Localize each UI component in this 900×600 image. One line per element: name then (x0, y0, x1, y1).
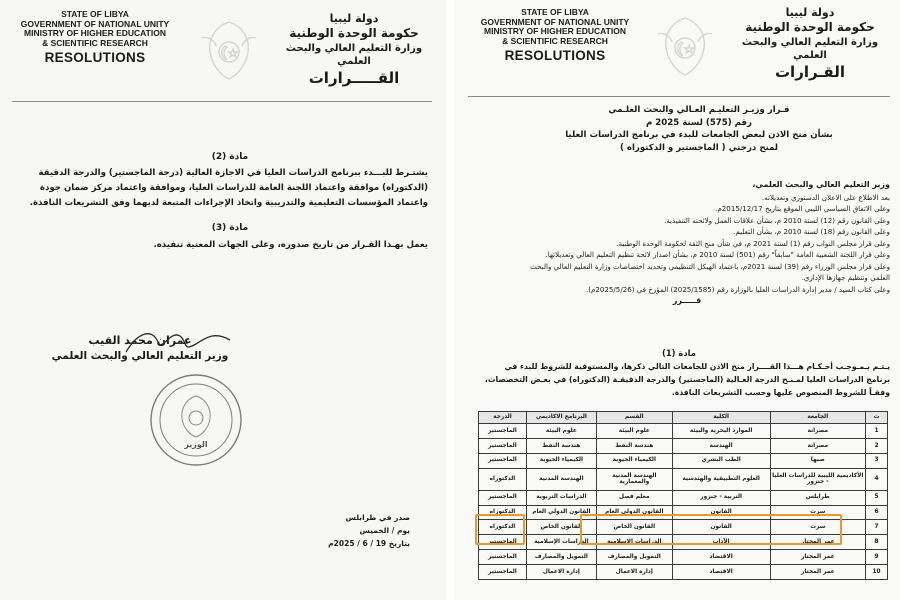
table-cell: 1 (866, 424, 888, 439)
table-cell: مصراتة (770, 424, 866, 439)
column-header: الكلية (672, 412, 770, 424)
letterhead-ar-line: حكومة الوحدة الوطنية (745, 20, 875, 35)
letterhead-en-line: & SCIENTIFIC RESEARCH (502, 35, 608, 46)
official-stamp (148, 372, 244, 468)
letterhead-en-resolutions: RESOLUTIONS (504, 48, 606, 64)
letterhead-ar-resolutions: القـرارات (774, 62, 846, 81)
universities-table (478, 411, 888, 580)
table-cell: علوم البيئة (526, 424, 596, 439)
letterhead-en-line: & SCIENTIFIC RESEARCH (42, 37, 148, 48)
signatory-name: عمران محمد القيب (88, 334, 192, 347)
table-cell: الماجستير (479, 424, 527, 439)
basis-item: وعلى قرار مجلس النواب رقم (1) لسنة 2021 م، في شأن منح الثقة لحكومة الوحدة الوطنية. (616, 238, 890, 248)
table-cell: سرت (770, 520, 866, 535)
table-cell: الدراسات الإسلامية (596, 535, 672, 550)
signatory-title: وزير التعليم العالي والبحث العلمي (51, 350, 229, 362)
table-cell: القانون (672, 520, 770, 535)
table-cell: صبها (770, 453, 866, 468)
table-cell: القانون الخاص (526, 520, 596, 535)
column-header: القسم (596, 412, 672, 424)
table-cell: 6 (866, 505, 888, 520)
table-cell: هندسة النفط (596, 438, 672, 453)
table-row (479, 438, 888, 453)
letterhead-ar-line: دولة ليبيا (785, 6, 835, 19)
table-cell: الكيمياء الحيوية (596, 453, 672, 468)
table-cell: الماجستير (479, 453, 527, 468)
table-cell: 3 (866, 453, 888, 468)
table-cell: العلوم التطبيقية والهندسية (672, 468, 770, 490)
letterhead-en-resolutions: RESOLUTIONS (44, 50, 146, 66)
letterhead-ar-line: وزارة التعليم العالي والبحث العلمي (285, 42, 423, 67)
basis-item: وعلى كتاب السيد / مدير إدارة الدراسات العليا بالوزارة رقم (2025/1585) المؤرخ في (2025/5/26م). (585, 284, 890, 294)
basis-item: وعلى القانون رقم (18) لسنة 2010 م، بشأن التعليم. (733, 227, 890, 237)
table-cell: الدراسات الإسلامية (526, 535, 596, 550)
minister-heading: وزير التعليم العالي والبحث العلمي، (752, 180, 890, 189)
table-cell: الطب البشري (672, 453, 770, 468)
basis-item: وعلى قرار اللجنة الشعبية العامة "سابقاً" رقم (501) لسنة 2010 م، بشأن اصدار لائحة تنظيم التعليم العالي وتعديلاتها. (545, 250, 890, 260)
table-cell: 9 (866, 550, 888, 565)
issue-day: يوم / الخميس (359, 525, 410, 535)
letterhead-arabic (732, 6, 888, 82)
column-header: ت (866, 412, 888, 424)
issue-date: بتاريخ 19 / 6 / 2025م (328, 538, 410, 548)
table-cell: الماجستير (479, 438, 527, 453)
table-row (479, 565, 888, 580)
left-document-page (0, 0, 446, 600)
table-cell: القانون (672, 505, 770, 520)
table-cell: الدكتوراه (479, 468, 527, 490)
column-header: الجامعة (770, 412, 866, 424)
table-cell: علوم البيئة (596, 424, 672, 439)
table-cell: 5 (866, 490, 888, 505)
letterhead-ar-line: وزارة التعليم العالي والبحث العلمي (741, 36, 879, 61)
table-cell: الماجستير (479, 550, 527, 565)
decided-heading: قـــــرر (672, 296, 702, 306)
signature-scribble (118, 322, 238, 362)
table-cell: القانون الخاص (596, 520, 672, 535)
table-cell: الهندسة المدنية (526, 468, 596, 490)
article-3-text: يعمل بهـذا القـرار من تاريخ صدوره، وعلى الجهات المعنية تنفيذه. (153, 240, 428, 250)
table-cell: الماجستير (479, 565, 527, 580)
article-2-title: مادة (2) (211, 152, 249, 162)
table-row (479, 468, 888, 490)
letterhead-arabic (278, 12, 430, 88)
table-cell: معلم فصل (596, 490, 672, 505)
basis-item: وعلى القانون رقم (12) لسنة 2010 م، بشأن علاقات العمل ولائحته التنفيذية. (663, 215, 890, 225)
stamp-seal-icon (148, 372, 244, 468)
table-row (479, 490, 888, 505)
table-cell: الدكتوراه (479, 505, 527, 520)
resolution-title (514, 104, 884, 155)
title-line: بشأن منح الاذن لبعض الجامعات للبدء في برنامج الدراسات العليا (565, 130, 833, 141)
letterhead-en-line: GOVERNMENT OF NATIONAL UNITY (20, 18, 170, 29)
table-cell: عمر المختار (770, 550, 866, 565)
table-cell: مصراتة (770, 438, 866, 453)
resolution-number: رقم (575) لسنة 2025 م (645, 117, 752, 128)
table-cell: 8 (866, 535, 888, 550)
basis-item: بعد الاطلاع على الاعلان الدستوري وتعديلاته. (761, 193, 890, 202)
table-cell: الآداب (672, 535, 770, 550)
header-divider (12, 101, 432, 102)
issue-block (300, 512, 410, 550)
column-header: البرنامج الاكاديمي (526, 412, 596, 424)
table-cell: الاقتصاد (672, 550, 770, 565)
table-row (479, 424, 888, 439)
table-cell: الكيمياء الحيوية (526, 453, 596, 468)
letterhead-en-line: GOVERNMENT OF NATIONAL UNITY (480, 16, 630, 27)
table-cell: الموارد البحرية والبيئة (672, 424, 770, 439)
table-header-row (479, 412, 888, 424)
table-cell: الدراسات التربوية (526, 490, 596, 505)
table-cell: عمر المختار (770, 535, 866, 550)
article-1-title: مادة (1) (662, 348, 696, 358)
table-cell: 2 (866, 438, 888, 453)
table-cell: القانون الدولي العام (526, 505, 596, 520)
table-cell: هندسة النفط (526, 438, 596, 453)
letterhead-en-line: STATE OF LIBYA (521, 7, 589, 17)
table-cell: الهندسة (672, 438, 770, 453)
table-cell: الماجستير (479, 535, 527, 550)
table-cell: التمويل والمصارف (596, 550, 672, 565)
table-cell: إدارة الاعمال (596, 565, 672, 580)
table-row (479, 453, 888, 468)
article-2-text: يشتـرط للبـــدء ببرنامج الدراسات العليا في الاجازة العالية (درجة الماجستير) والدرجة الدقيقة (الدكتوراه) موافقة واعتماد اللجنة العامة للدراسات العليا، وموافقة واعتماد مركز ضمان جودة واعتماد المؤسسات التعليمية والتدريبية واتخاذ الإجراءات المتبعة لديهما وفق التشريعات النافذة. (29, 168, 428, 208)
stamp-text: الوزير (184, 440, 208, 449)
letterhead-english (472, 8, 638, 63)
article-1-text: يـتـم بـمـوجـب أحـكـام هـــذا القــــرار منح الاذن للجامعات التالي ذكرها، والمستوفية للشروط للبدء في برنامج الدراسات العليا لمـنـح الدرجة العـالية (الماجستير) والدرجة الدقيقـة (الدكتوراه) في بعـض التخصصات، وفقـاً للشروط المنصوص عليها وحسب التشريعات النافذة. (484, 362, 890, 397)
table-row (479, 550, 888, 565)
libya-emblem-icon (198, 16, 260, 84)
basis-item: العلمي وتنظيم جهازها الإداري. (801, 273, 890, 283)
title-line: قـرار وزيـر التعليـم العـالي والبحث العلـمي (608, 105, 790, 115)
table-cell: سرت (770, 505, 866, 520)
title-line: لمنح درجتي ( الماجستير و الدكتوراه ) (619, 143, 779, 154)
letterhead-en-line: STATE OF LIBYA (61, 9, 129, 19)
table-cell: الدكتوراه (479, 520, 527, 535)
table-cell: إدارة الاعمال (526, 565, 596, 580)
basis-item: وعلى الاتفاق السياسي الليبي الموقع بتاريخ 2015/12/17م. (715, 204, 890, 214)
table-cell: التمويل والمصارف (526, 550, 596, 565)
table-cell: التربية - جنزور (672, 490, 770, 505)
legal-basis-list (484, 192, 890, 308)
table-cell: الهندسة المدنية والمعمارية (596, 468, 672, 490)
letterhead-ar-line: دولة ليبيا (329, 12, 379, 25)
table-cell: الماجستير (479, 490, 527, 505)
letterhead-ar-line: حكومة الوحدة الوطنية (289, 26, 419, 41)
table-cell: القانون الدولي العام (596, 505, 672, 520)
letterhead-en-line: MINISTRY OF HIGHER EDUCATION (24, 28, 166, 39)
article-3-title: مادة (3) (211, 223, 249, 233)
table-cell: 10 (866, 565, 888, 580)
header-divider (468, 96, 890, 97)
letterhead-en-line: MINISTRY OF HIGHER EDUCATION (484, 26, 626, 37)
table-cell: عمر المختار (770, 565, 866, 580)
column-header: الدرجة (479, 412, 527, 424)
highlight-box-degree (475, 514, 525, 545)
letterhead-ar-resolutions: القـــــرارات (308, 68, 400, 87)
letterhead-english (14, 10, 176, 65)
table-cell: الأكاديمية الليبية للدراسات العليا - جنزور (770, 468, 866, 490)
libya-emblem-icon (654, 12, 716, 80)
table-cell: 7 (866, 520, 888, 535)
basis-item: وعلى قرار مجلس الوزراء رقم (39) لسنة 2021م، باعتماد الهيكل التنظيمي وتحديد اختصاصات وزارة التعليم العالي والبحث (530, 261, 890, 271)
highlight-box-rows-6-7 (580, 514, 842, 545)
issue-place: صدر في طرابلس (345, 513, 410, 522)
table-cell: الاقتصاد (672, 565, 770, 580)
table-cell: طرابلس (770, 490, 866, 505)
table-cell: 4 (866, 468, 888, 490)
